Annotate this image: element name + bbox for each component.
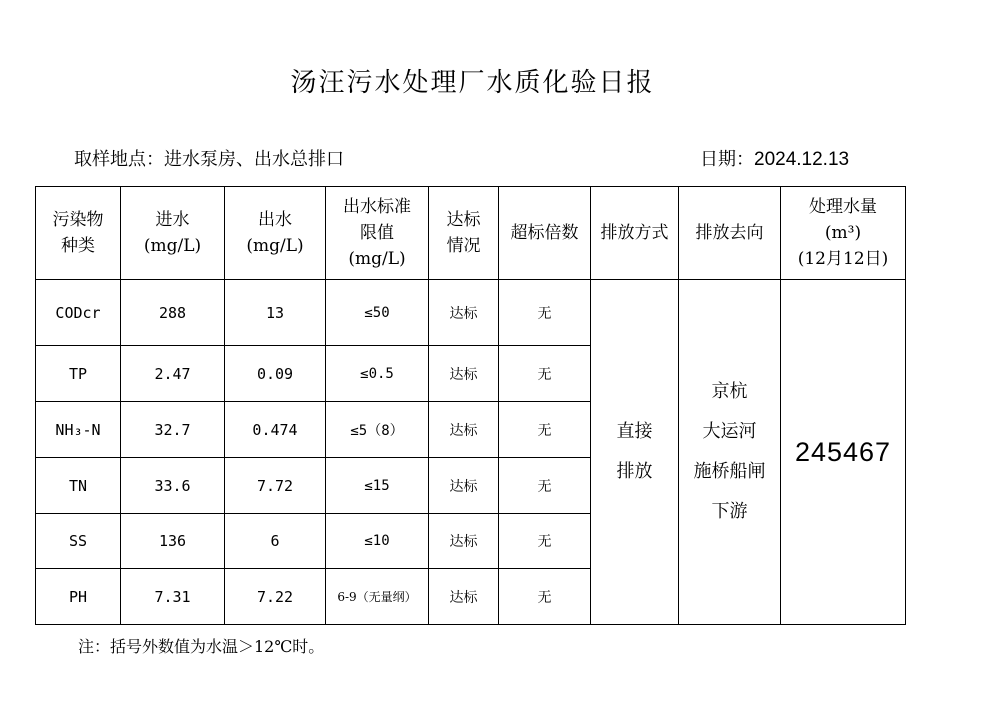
header-exceed-multiple: 超标倍数 [499, 187, 591, 280]
limit-cell: ≤10 [326, 514, 429, 569]
exceed-cell: 无 [499, 569, 591, 625]
pollutant-cell: NH₃-N [36, 402, 121, 458]
header-outflow-line2: (mg/L) [246, 236, 304, 256]
sampling-location: 取样地点：进水泵房、出水总排口 [74, 149, 344, 170]
outflow-cell: 6 [225, 514, 326, 569]
limit-cell: ≤5（8） [326, 402, 429, 458]
pollutant-cell: TN [36, 458, 121, 514]
exceed-cell: 无 [499, 402, 591, 458]
header-outflow [225, 187, 326, 280]
header-pollutant-line1: 污染物 [52, 210, 104, 230]
header-compliance [429, 187, 499, 280]
outflow-cell: 7.72 [225, 458, 326, 514]
header-pollutant-line2: 种类 [61, 236, 95, 256]
limit-cell: ≤0.5 [326, 346, 429, 402]
inflow-cell: 288 [121, 280, 225, 346]
destination-line2: 大运河 [702, 421, 757, 442]
destination-line1: 京杭 [711, 381, 748, 402]
pollutant-cell: PH [36, 569, 121, 625]
header-compliance-line1: 达标 [446, 210, 481, 230]
exceed-cell: 无 [499, 458, 591, 514]
pollutant-cell: CODcr [36, 280, 121, 346]
outflow-cell: 13 [225, 280, 326, 346]
header-row [36, 187, 906, 280]
header-limit-line3: (mg/L) [348, 249, 406, 269]
compliance-cell: 达标 [429, 346, 499, 402]
compliance-cell: 达标 [429, 280, 499, 346]
header-discharge-method: 排放方式 [591, 187, 679, 280]
header-compliance-line2: 情况 [446, 236, 481, 256]
compliance-cell: 达标 [429, 514, 499, 569]
pollutant-cell: SS [36, 514, 121, 569]
outflow-cell: 0.09 [225, 346, 326, 402]
inflow-cell: 7.31 [121, 569, 225, 625]
exceed-cell: 无 [499, 280, 591, 346]
inflow-cell: 33.6 [121, 458, 225, 514]
outflow-cell: 0.474 [225, 402, 326, 458]
report-title: 汤汪污水处理厂水质化验日报 [290, 68, 655, 98]
footnote: 注：括号外数值为水温＞12℃时。 [78, 637, 325, 656]
limit-cell: ≤15 [326, 458, 429, 514]
header-inflow-line1: 进水 [155, 210, 190, 230]
discharge-destination-cell [679, 280, 781, 625]
destination-line3: 施桥船闸 [693, 461, 766, 482]
header-volume-line3: (12月12日) [797, 249, 889, 269]
pollutant-cell: TP [36, 346, 121, 402]
limit-cell: 6-9（无量纲） [326, 569, 429, 625]
header-discharge-destination: 排放去向 [679, 187, 781, 280]
compliance-cell: 达标 [429, 569, 499, 625]
outflow-cell: 7.22 [225, 569, 326, 625]
destination-line4: 下游 [711, 501, 748, 522]
header-limit-line1: 出水标准 [343, 197, 411, 217]
compliance-cell: 达标 [429, 458, 499, 514]
header-outflow-line1: 出水 [258, 210, 292, 230]
inflow-cell: 2.47 [121, 346, 225, 402]
inflow-cell: 136 [121, 514, 225, 569]
header-inflow [121, 187, 225, 280]
header-volume-line1: 处理水量 [809, 197, 877, 217]
table-row [36, 280, 906, 346]
header-treated-volume [781, 187, 906, 280]
exceed-cell: 无 [499, 514, 591, 569]
header-inflow-line2: (mg/L) [143, 236, 202, 256]
date-label: 日期： [700, 149, 754, 170]
discharge-method-line1: 直接 [616, 421, 653, 442]
treated-volume-cell: 245467 [781, 280, 906, 625]
discharge-method-cell [591, 280, 679, 625]
report-date [700, 145, 849, 171]
date-value: 2024.12.13 [754, 149, 850, 170]
header-volume-line2: (m³) [824, 223, 862, 243]
exceed-cell: 无 [499, 346, 591, 402]
water-quality-table [35, 186, 906, 625]
header-pollutant [36, 187, 121, 280]
compliance-cell: 达标 [429, 402, 499, 458]
discharge-method-line2: 排放 [616, 461, 653, 482]
inflow-cell: 32.7 [121, 402, 225, 458]
header-limit [326, 187, 429, 280]
header-limit-line2: 限值 [360, 223, 394, 243]
limit-cell: ≤50 [326, 280, 429, 346]
